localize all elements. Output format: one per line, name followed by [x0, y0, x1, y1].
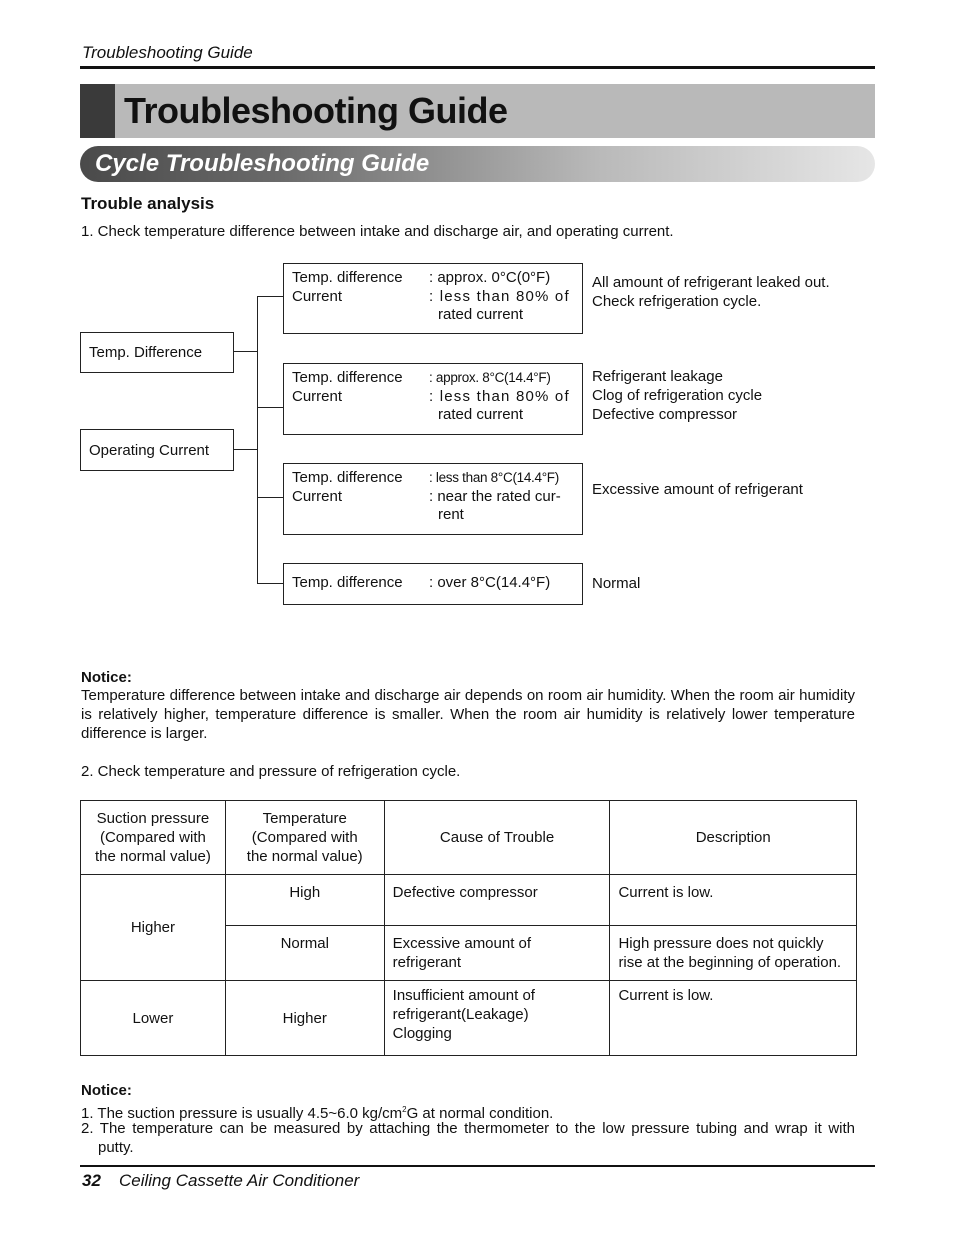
header-line: (Compared with: [251, 829, 358, 846]
condition-continuation: rated current: [438, 306, 524, 323]
condition-label: Temp. difference: [292, 574, 403, 591]
result-line: Excessive amount of refrigerant: [592, 481, 803, 498]
result-line: Defective compressor: [592, 406, 738, 423]
notice-heading: Notice:: [81, 669, 132, 686]
condition-value: : approx. 0°C(0°F): [429, 269, 551, 286]
result-line: Check refrigeration cycle.: [592, 293, 762, 310]
header-line: Temperature: [262, 810, 347, 827]
result-line: All amount of refrigerant leaked out.: [592, 274, 830, 291]
title-accent-block: [80, 84, 115, 138]
page-title: Troubleshooting Guide: [124, 90, 508, 131]
cell-line: Insufficient amount of: [392, 987, 535, 1004]
header-line: (Compared with: [99, 829, 206, 846]
cell-line: Excessive amount of: [392, 935, 532, 952]
cell-line: Current is low.: [618, 884, 714, 901]
condition-label: Temp. difference: [292, 269, 403, 286]
condition-box-4: [283, 563, 583, 605]
cell-line: Defective compressor: [392, 884, 538, 901]
header-cause: [384, 801, 610, 875]
cell-line: rise at the beginning of operation.: [618, 954, 842, 971]
table-row: [81, 981, 857, 1056]
cell-temperature: High: [225, 875, 384, 926]
table-row: [81, 875, 857, 926]
connector-case-4: [257, 583, 284, 584]
condition-value: : over 8°C(14.4°F): [429, 574, 551, 591]
cell-description: [610, 981, 857, 1056]
page-number: 32: [82, 1171, 101, 1190]
cell-cause: [384, 875, 610, 926]
section-heading: Trouble analysis: [81, 194, 215, 213]
condition-value: : less than 8°C(14.4°F): [429, 470, 559, 485]
notice-item-1-unit: G at normal condition.: [406, 1105, 554, 1122]
cell-line: refrigerant: [392, 954, 462, 971]
running-header: Troubleshooting Guide: [82, 43, 253, 62]
trouble-table: [80, 800, 857, 1056]
cell-line: Clogging: [392, 1025, 452, 1042]
notice-item-2-cont: putty.: [98, 1139, 134, 1156]
notice-heading-2: Notice:: [81, 1082, 132, 1099]
cell-line: Current is low.: [618, 987, 714, 1004]
result-case-1: [592, 273, 830, 311]
header-line: Cause of Trouble: [439, 829, 555, 846]
step-1-text: 1. Check temperature difference between intake and discharge air, and operating current.: [81, 223, 674, 240]
notice-text: Temperature difference between intake and discharge air depends on room air humidity. When the room air humidity is relatively higher, temperature difference is smaller. When the room air humidity is relatively lower temperature difference is larger.: [81, 687, 855, 742]
cell-line: High pressure does not quickly: [618, 935, 824, 952]
condition-continuation: rated current: [438, 406, 524, 423]
notice-item-1-text: 1. The suction pressure is usually 4.5~6.0 kg/cm: [81, 1105, 403, 1122]
step-2-text: 2. Check temperature and pressure of refrigeration cycle.: [81, 763, 461, 780]
superscript-2: 2: [402, 1105, 407, 1114]
header-line: Suction pressure: [96, 810, 210, 827]
cell-suction: Higher: [81, 875, 226, 981]
condition-label: Temp. difference: [292, 369, 403, 386]
condition-box-2: [283, 363, 583, 435]
connector-case-3: [257, 497, 284, 498]
cell-suction: Lower: [81, 981, 226, 1056]
connector-temp-diff: [233, 351, 257, 352]
cell-description: [610, 875, 857, 926]
condition-label: Current: [292, 387, 343, 405]
header-line: the normal value): [94, 848, 211, 865]
footer-product-name: Ceiling Cassette Air Conditioner: [119, 1171, 360, 1190]
table-header-row: [81, 801, 857, 875]
header-suction-pressure: [81, 801, 226, 875]
connector-operating-current: [233, 449, 257, 450]
result-line: Normal: [592, 575, 641, 592]
input-label: Operating Current: [89, 441, 210, 459]
result-case-2: [592, 367, 762, 424]
result-case-3: [592, 480, 803, 499]
connector-trunk: [257, 296, 258, 583]
condition-value: : near the rated cur-: [429, 487, 561, 505]
notice-item-2: 2. The temperature can be measured by attaching the thermometer to the low pressure tubing and wrap it with: [81, 1120, 855, 1137]
cell-description: [610, 926, 857, 981]
condition-label: Current: [292, 287, 343, 305]
condition-box-3: [283, 463, 583, 535]
condition-value: : less than 80% of: [429, 387, 570, 405]
connector-case-2: [257, 407, 284, 408]
header-temperature: [225, 801, 384, 875]
condition-label: Current: [292, 487, 343, 505]
condition-label: Temp. difference: [292, 469, 403, 486]
result-case-4: [592, 574, 640, 593]
condition-box-1: [283, 263, 583, 334]
cell-cause: [384, 926, 610, 981]
condition-value: : less than 80% of: [429, 287, 570, 305]
header-description: [610, 801, 857, 875]
condition-value: : approx. 8°C(14.4°F): [429, 370, 551, 385]
header-rule: [80, 66, 875, 69]
input-box-temp-difference: [80, 332, 234, 373]
condition-continuation: rent: [438, 506, 464, 523]
header-line: the normal value): [246, 848, 363, 865]
cell-line: refrigerant(Leakage): [392, 1006, 529, 1023]
section-subtitle: Cycle Troubleshooting Guide: [95, 150, 430, 177]
header-line: Description: [695, 829, 771, 846]
cell-temperature: Higher: [225, 981, 384, 1056]
connector-case-1: [257, 296, 284, 297]
input-label: Temp. Difference: [89, 344, 203, 361]
cell-cause: [384, 981, 610, 1056]
result-line: Refrigerant leakage: [592, 368, 723, 385]
footer-rule: [80, 1165, 875, 1167]
input-box-operating-current: [80, 429, 234, 471]
cell-temperature: Normal: [225, 926, 384, 981]
result-line: Clog of refrigeration cycle: [592, 387, 763, 404]
